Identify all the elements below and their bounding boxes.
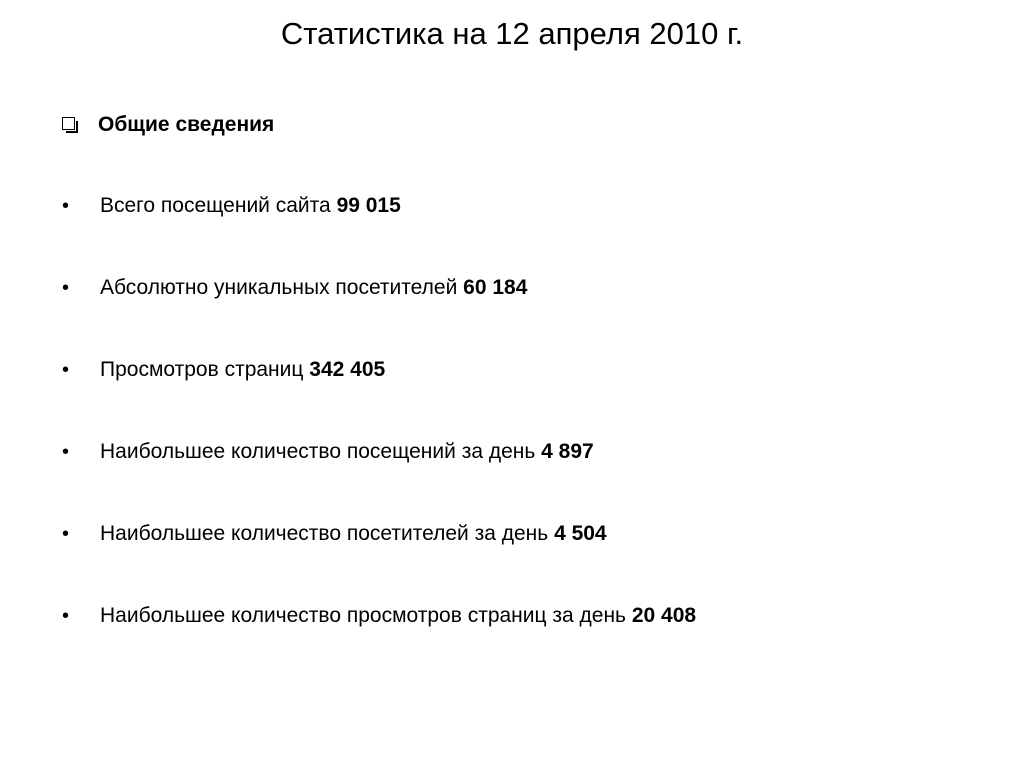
stat-label: Просмотров страниц	[100, 358, 304, 381]
stat-value: 4 897	[541, 440, 594, 463]
stat-label: Всего посещений сайта	[100, 194, 331, 217]
stat-label: Наибольшее количество посетителей за день	[100, 522, 549, 545]
bullet-icon: •	[62, 359, 70, 381]
stat-value: 60 184	[463, 276, 528, 299]
stat-item-max-daily-visits	[62, 436, 982, 518]
section-heading	[62, 112, 274, 138]
stat-value: 342 405	[309, 358, 386, 381]
stat-item-max-daily-page-views	[62, 600, 982, 682]
checkbox-icon	[62, 117, 78, 133]
stat-label: Наибольшее количество просмотров страниц за день	[100, 604, 626, 627]
stat-label: Наибольшее количество посещений за день	[100, 440, 536, 463]
bullet-icon: •	[62, 441, 70, 463]
section-heading-label: Общие сведения	[98, 113, 275, 136]
bullet-icon: •	[62, 277, 70, 299]
stat-item-total-visits	[62, 190, 982, 272]
stat-label: Абсолютно уникальных посетителей	[100, 276, 458, 299]
stat-item-page-views	[62, 354, 982, 436]
slide-title: Статистика на 12 апреля 2010 г.	[280, 16, 744, 51]
stat-value: 4 504	[554, 522, 607, 545]
stats-list	[62, 190, 982, 682]
bullet-icon: •	[62, 195, 70, 217]
stat-item-unique-visitors	[62, 272, 982, 354]
stat-value: 20 408	[631, 604, 697, 627]
bullet-icon: •	[62, 523, 70, 545]
bullet-icon: •	[62, 605, 70, 627]
stat-item-max-daily-visitors	[62, 518, 982, 600]
stat-value: 99 015	[336, 194, 401, 217]
